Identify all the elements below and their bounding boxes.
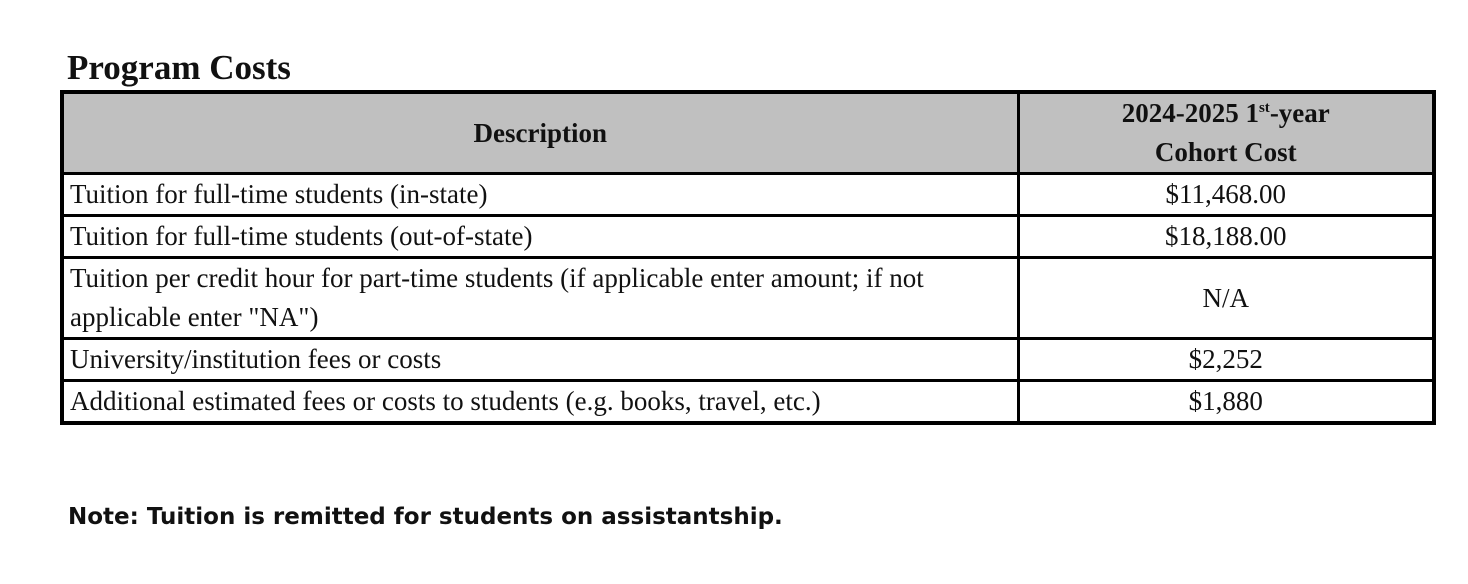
row-description: Tuition for full-time students (in-state) — [62, 174, 1018, 216]
page-title: Program Costs — [67, 48, 291, 87]
row-cost: $2,252 — [1018, 339, 1434, 381]
header-cost-line2: Cohort Cost — [1154, 137, 1297, 167]
tuition-note: Note: Tuition is remitted for students on assistantship. — [68, 504, 783, 530]
row-cost: $11,468.00 — [1018, 174, 1434, 216]
row-cost: $1,880 — [1018, 381, 1434, 424]
table-row — [62, 258, 1434, 339]
row-cost: $18,188.00 — [1018, 216, 1434, 258]
program-costs-table — [60, 90, 1436, 425]
table-row — [62, 339, 1434, 381]
table-row — [62, 381, 1434, 424]
row-cost: N/A — [1018, 258, 1434, 339]
header-description: Description — [62, 92, 1018, 174]
table-header-row — [62, 92, 1434, 174]
header-cost-suffix: -year — [1269, 98, 1330, 128]
row-description: Tuition per credit hour for part-time students (if applicable enter amount; if not applicable enter "NA") — [62, 258, 1018, 339]
row-description: University/institution fees or costs — [62, 339, 1018, 381]
header-cost — [1018, 92, 1434, 174]
header-cost-sup: st — [1258, 100, 1270, 116]
table-row — [62, 174, 1434, 216]
row-description: Additional estimated fees or costs to students (e.g. books, travel, etc.) — [62, 381, 1018, 424]
row-description: Tuition for full-time students (out-of-state) — [62, 216, 1018, 258]
header-cost-prefix: 2024-2025 1 — [1121, 98, 1259, 128]
table-row — [62, 216, 1434, 258]
